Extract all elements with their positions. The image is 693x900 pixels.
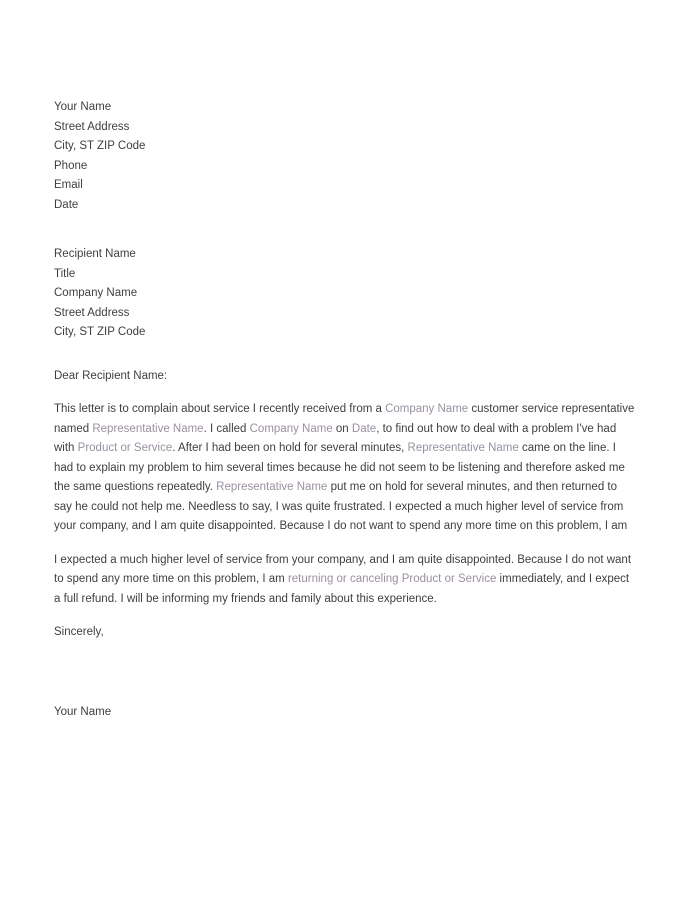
address-line: Date xyxy=(54,198,79,211)
text-segment: on xyxy=(332,422,352,435)
signature-name: Your Name xyxy=(54,705,112,718)
letter-body xyxy=(54,400,637,609)
salutation: Dear Recipient Name: xyxy=(54,369,168,382)
placeholder-field: Representative Name xyxy=(92,422,204,435)
address-line: Your Name xyxy=(54,101,112,113)
placeholder-field: Product or Service xyxy=(77,442,173,454)
sender-address-block xyxy=(54,98,637,215)
placeholder-field: Company Name xyxy=(385,403,469,415)
body-paragraph xyxy=(54,400,637,537)
address-line: Phone xyxy=(54,159,88,172)
text-segment: came on the line. I had to explain my problem to him several times because he did not seem to be listening and therefore asked me the same questions repeatedly. xyxy=(54,442,625,493)
address-line: City, ST ZIP Code xyxy=(54,326,146,338)
text-segment: This letter is to complain about service I recently received from a xyxy=(54,403,386,415)
text-segment: I expected a much higher level of service from your company, and I am quite disappointed. Because I do not want to spend any more time on this problem, I am xyxy=(54,553,632,585)
text-segment: . After I had been on hold for several minutes, xyxy=(172,442,408,454)
placeholder-field: Product or Service xyxy=(401,573,497,585)
text-segment: , to find out how to deal with a problem I've had with xyxy=(54,422,617,454)
address-line: Title xyxy=(54,267,76,280)
address-line: Recipient Name xyxy=(54,248,136,260)
text-segment: customer service representative named xyxy=(54,403,635,435)
valediction: Sincerely, xyxy=(54,626,104,638)
address-line: Street Address xyxy=(54,306,130,319)
placeholder-field: Date xyxy=(351,422,377,435)
body-paragraph xyxy=(54,551,637,610)
address-line: City, ST ZIP Code xyxy=(54,140,146,152)
recipient-address-block xyxy=(54,245,637,343)
address-line: Street Address xyxy=(54,120,130,133)
placeholder-field: Representative Name xyxy=(407,442,519,454)
placeholder-field: Representative Name xyxy=(216,481,328,493)
text-segment: immediately, and I expect a full refund. I will be informing my friends and family about this experience. xyxy=(54,573,630,605)
text-segment: . I called xyxy=(203,422,250,435)
address-line: Email xyxy=(54,179,83,191)
address-line: Company Name xyxy=(54,287,138,299)
text-segment: put me on hold for several minutes, and then returned to say he could not help me. Needless to say, I was quite frustrated. I expected a much higher level of service from your company, and I am quite disappointed. Because I do not want to spend any more time on this problem, I am xyxy=(54,481,628,532)
placeholder-field: returning or canceling xyxy=(287,573,399,585)
placeholder-field: Company Name xyxy=(249,422,333,435)
